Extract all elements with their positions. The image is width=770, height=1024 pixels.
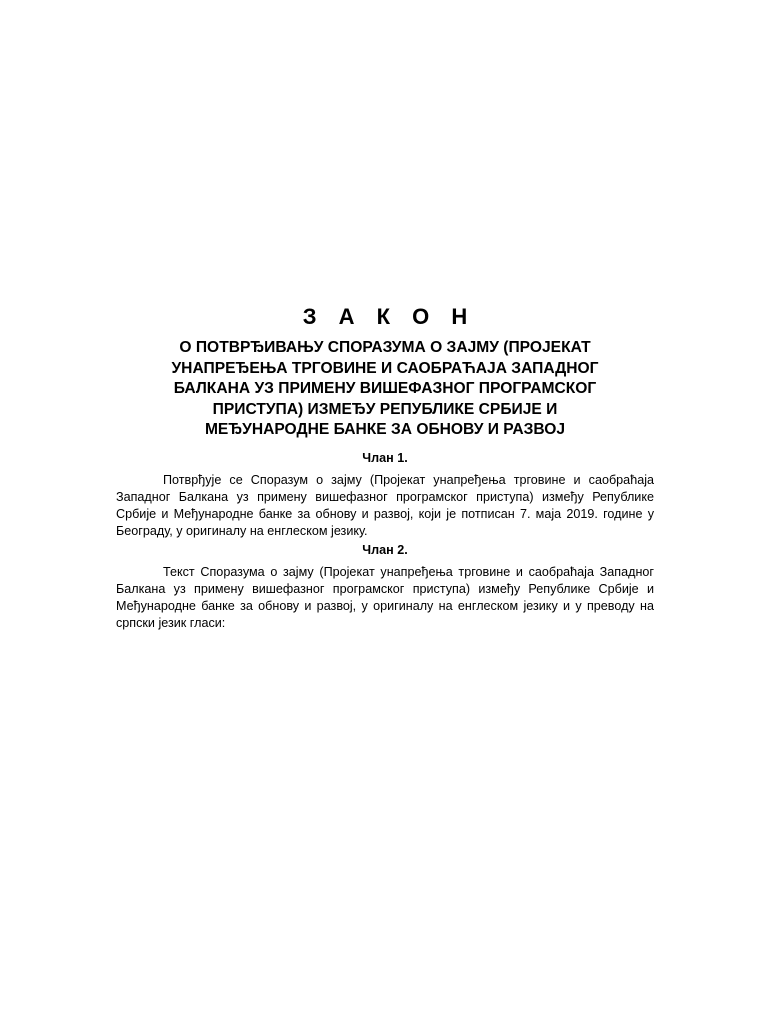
article-1-heading: Члан 1. xyxy=(362,451,408,465)
subtitle-line: МЕЂУНАРОДНЕ БАНКЕ ЗА ОБНОВУ И РАЗВОЈ xyxy=(204,421,566,438)
article-1-body: Потврђује се Споразум о зајму (Пројекат унапређења трговине и саобраћаја Западног Балкана уз примену вишефазног програмског приступа) између Републике Србије и Међународне банке за обнову и развој, који је потписан 7. маја 2019. године у Београду, у оригиналу на енглеском језику. xyxy=(116,473,654,538)
subtitle-line: ПРИСТУПА) ИЗМЕЂУ РЕПУБЛИКЕ СРБИЈЕ И xyxy=(212,400,558,418)
subtitle-line: УНАПРЕЂЕЊА ТРГОВИНЕ И САОБРАЋАЈА ЗАПАДНОГ xyxy=(171,359,599,377)
law-subtitle xyxy=(116,338,654,441)
subtitle-line: БАЛКАНА УЗ ПРИМЕНУ ВИШЕФАЗНОГ ПРОГРАМСКОГ xyxy=(173,380,597,397)
subtitle-line: О ПОТВРЂИВАЊУ СПОРАЗУМА О ЗАЈМУ (ПРОЈЕКАТ xyxy=(179,339,591,356)
document-page xyxy=(116,0,654,1024)
article-2-body: Текст Споразума о зајму (Пројекат унапређења трговине и саобраћаја Западног Балкана уз примену вишефазног програмског приступа) између Републике Србије и Међународне банке за обнову и развој, у оригиналу на енглеском језику и у преводу на српски језик гласи: xyxy=(116,565,654,630)
law-title: З А К О Н xyxy=(302,304,476,329)
article-2-heading: Члан 2. xyxy=(362,543,408,557)
